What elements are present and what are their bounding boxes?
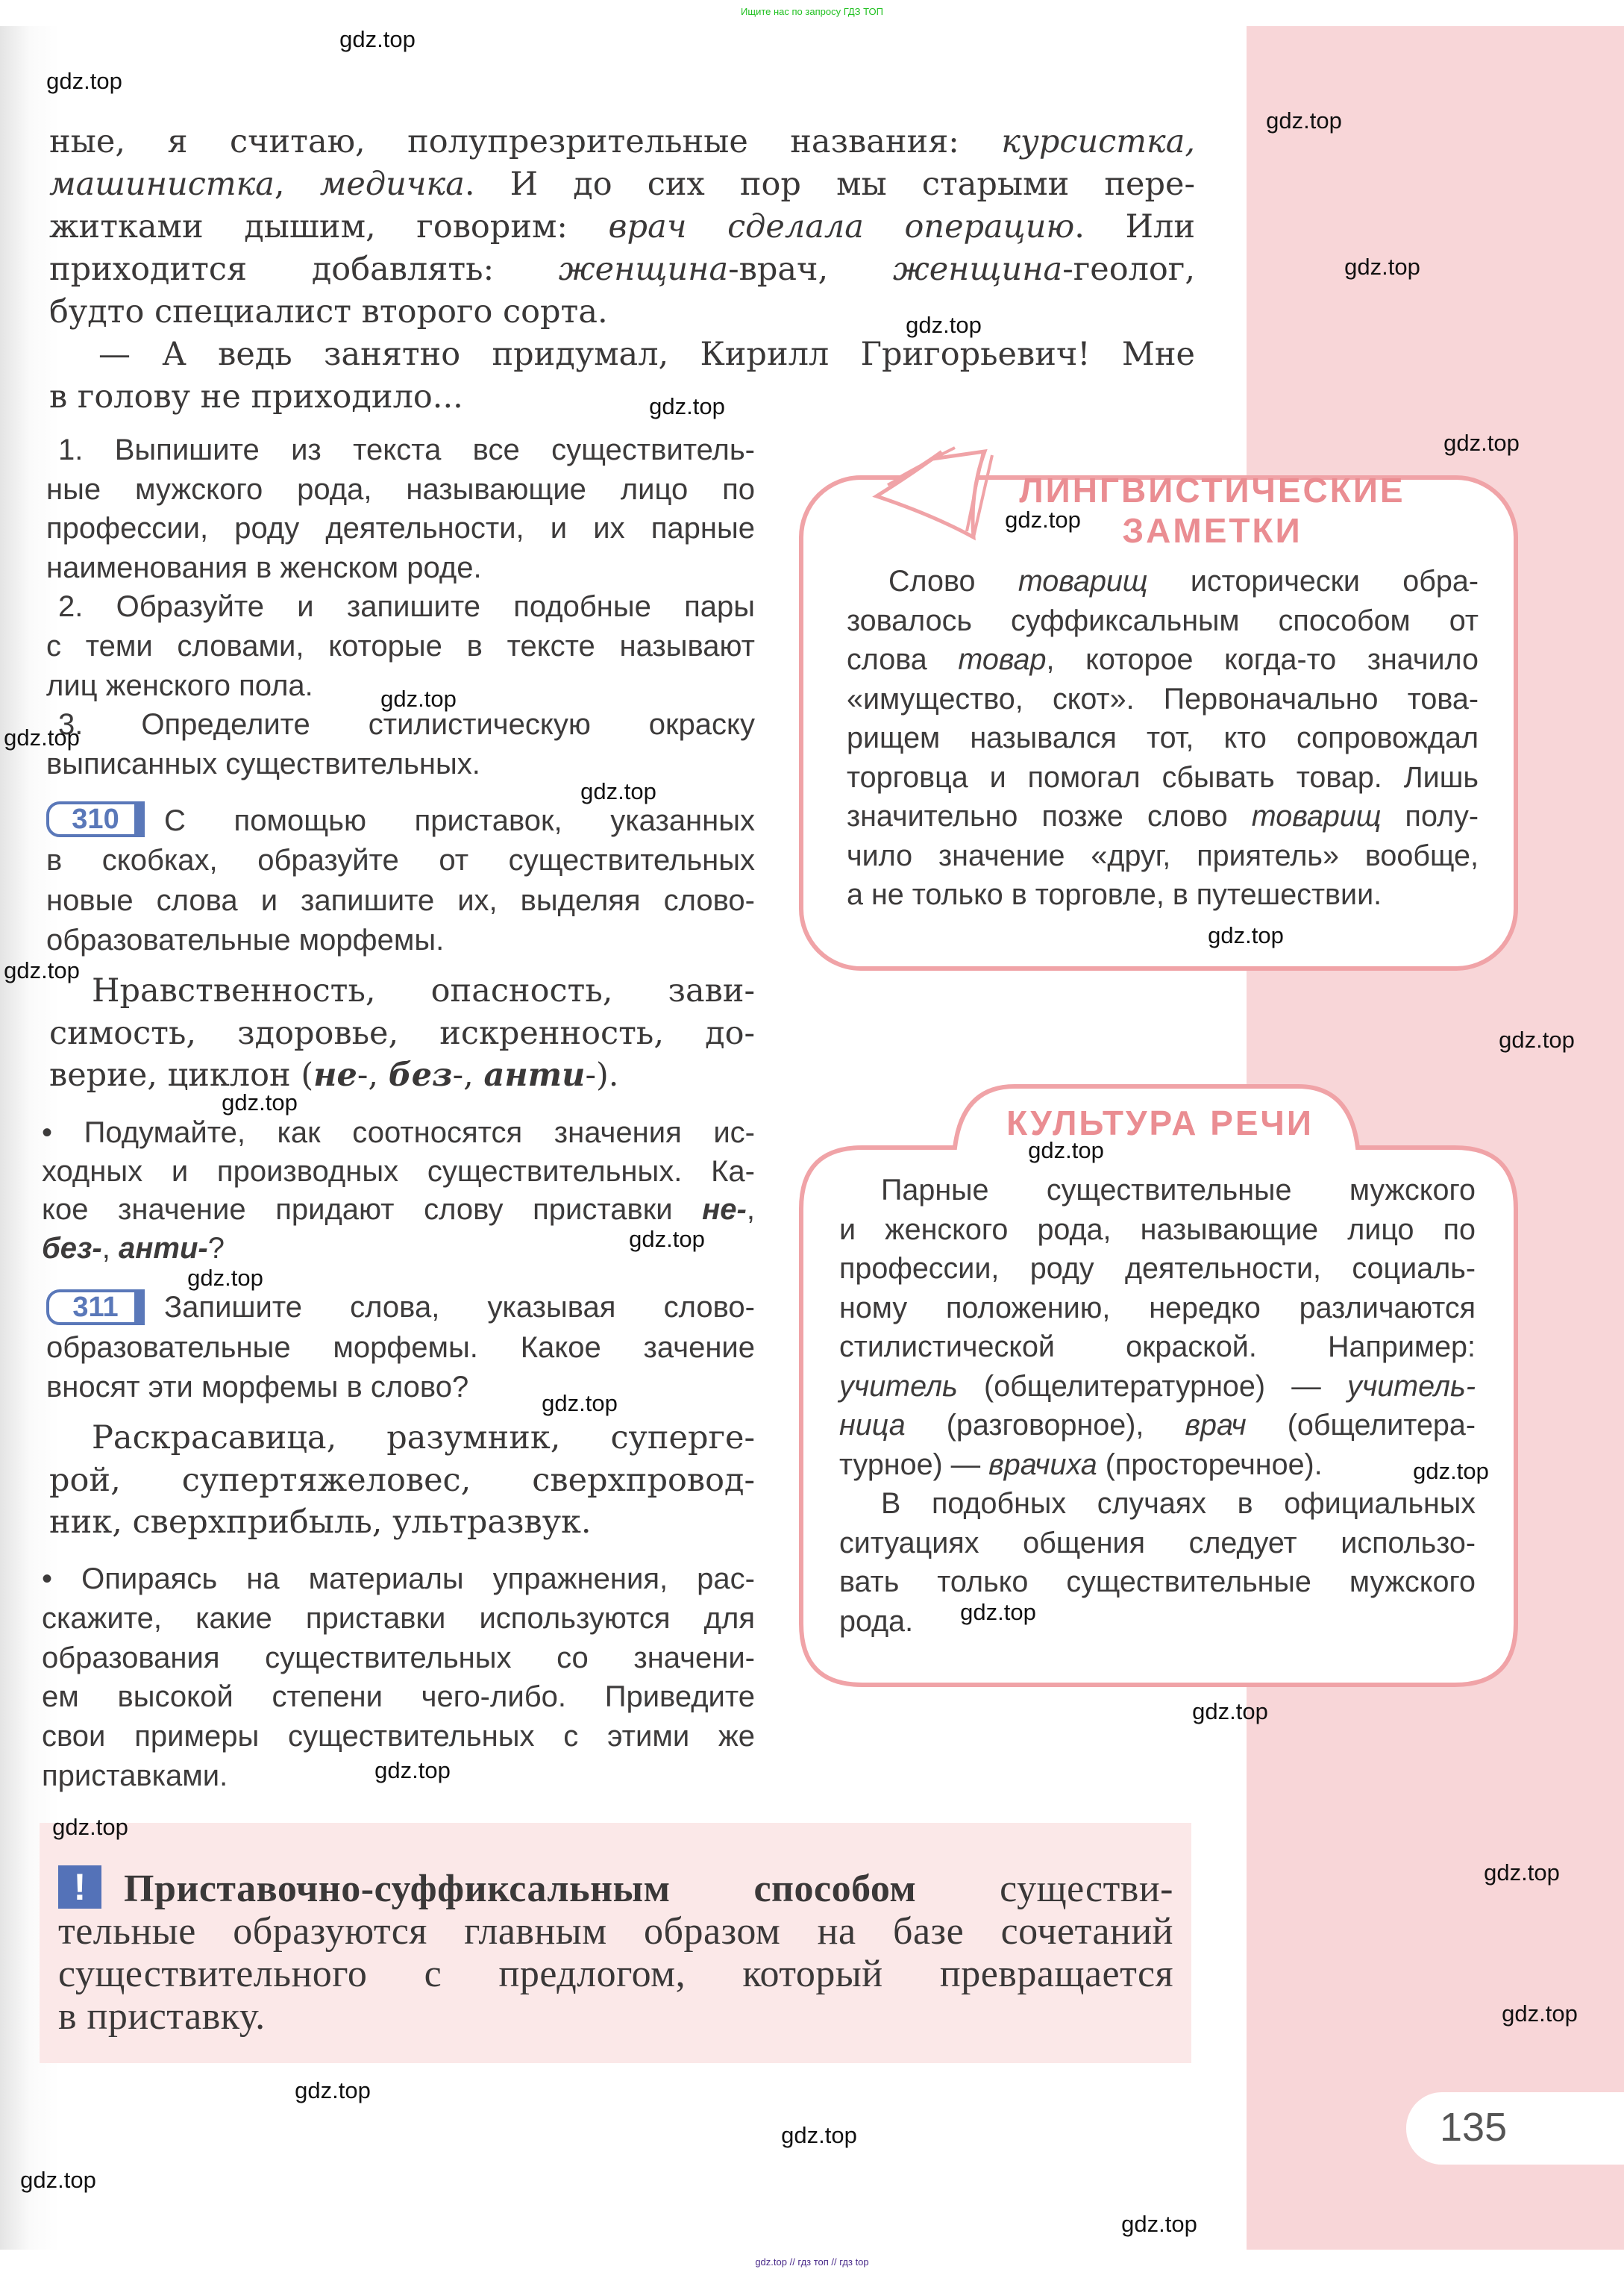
watermark: gdz.top — [1028, 1137, 1104, 1163]
text-span: полу- — [1381, 800, 1479, 833]
watermark: gdz.top — [20, 2167, 96, 2193]
text-line — [46, 1328, 755, 1368]
text-line — [839, 1406, 1476, 1445]
watermark: gdz.top — [4, 957, 80, 983]
text-line — [49, 121, 1195, 163]
watermark: gdz.top — [1208, 922, 1284, 948]
text-span: Запишите слова, указывая слово- — [164, 1291, 755, 1324]
text-span: (разговорное), — [905, 1409, 1185, 1442]
text-line — [881, 1171, 1476, 1210]
text-span: торговца и помогал сбывать товар. Лишь — [847, 760, 1479, 794]
text-line — [847, 797, 1479, 836]
page-number-tab — [1406, 2092, 1624, 2165]
text-span: Слово — [888, 565, 1018, 598]
text-span: рода. — [839, 1604, 914, 1638]
text-line — [847, 601, 1479, 641]
text-span: -, — [357, 1057, 389, 1094]
text-line — [847, 719, 1479, 758]
text-span: и женского рода, называющие лицо по — [839, 1212, 1476, 1246]
text-span: кое значение придают слову приставки — [42, 1193, 703, 1227]
text-span: ные мужского рода, называющие лицо по — [46, 472, 755, 506]
text-span: Нравственность, опасность, зави- — [92, 972, 755, 1010]
linguistic-notes-title-line1: ЛИНГВИСТИЧЕСКИЕ — [1019, 471, 1405, 510]
text-span: житками дышим, говорим: — [49, 208, 609, 245]
text-line — [847, 836, 1479, 876]
italic-word: учитель- — [1347, 1369, 1476, 1403]
watermark: gdz.top — [380, 686, 457, 712]
text-line — [124, 1868, 1173, 1910]
text-span: наименования в женском роде. — [46, 551, 482, 584]
watermark: gdz.top — [1266, 107, 1342, 134]
text-line — [881, 1484, 1476, 1524]
italic-word: товар — [958, 643, 1047, 676]
watermark: gdz.top — [629, 1226, 705, 1252]
watermark: gdz.top — [222, 1089, 298, 1115]
text-span: В подобных случаях в официальных — [881, 1487, 1476, 1520]
text-span: , — [274, 166, 320, 203]
text-line — [839, 1602, 1476, 1642]
watermark: gdz.top — [1192, 1698, 1268, 1724]
page-number: 135 — [1440, 2105, 1508, 2150]
text-line — [42, 1717, 755, 1756]
text-span: с теми словами, которые в тексте называют — [46, 630, 755, 663]
text-span: профессии, роду деятельности, и их парные — [46, 512, 755, 545]
italic-word: товарищ — [1251, 800, 1382, 833]
italic-word: врач сделала операцию — [608, 208, 1075, 245]
text-span: скажите, какие приставки используются для — [42, 1601, 755, 1635]
text-span: в приставку. — [58, 1995, 266, 2038]
text-span: турное) — — [839, 1448, 989, 1481]
text-line — [92, 970, 755, 1013]
text-span: ситуациях общения следует использо- — [839, 1526, 1476, 1559]
linguistic-notes-title-line2: ЗАМЕТКИ — [1122, 511, 1302, 550]
watermark: gdz.top — [781, 2122, 857, 2148]
text-span: а не только в торговле, в путешествии. — [847, 878, 1382, 911]
text-span: будто специалист второго сорта. — [49, 293, 608, 331]
text-span: • Подумайте, как соотносятся значения ис- — [42, 1116, 755, 1149]
text-line — [847, 640, 1479, 680]
text-span: , которое когда-то значило — [1046, 643, 1479, 676]
prefix-example: без- — [42, 1232, 102, 1265]
text-span: 3. Определите стилистическую окраску — [58, 708, 755, 742]
text-span: в скобках, образуйте от существительных — [46, 844, 755, 877]
text-span: в голову не приходило... — [49, 378, 463, 416]
text-span: -геолог, — [1062, 251, 1195, 288]
text-span: (общелитера- — [1246, 1409, 1476, 1442]
text-span: • Опираясь на материалы упражнения, рас- — [42, 1562, 755, 1595]
italic-word: врач — [1185, 1409, 1247, 1442]
watermark: gdz.top — [1005, 507, 1081, 533]
text-span: -врач, — [728, 251, 893, 288]
text-line — [98, 334, 1195, 376]
prefix-example: не- — [702, 1193, 747, 1227]
text-span: приставками. — [42, 1759, 228, 1792]
text-span: рищем назывался тот, кто сопровождал — [847, 722, 1479, 754]
watermark: gdz.top — [52, 1814, 128, 1840]
text-line — [839, 1210, 1476, 1250]
text-span: ходных и производных существительных. Ка- — [42, 1154, 755, 1188]
text-span: С помощью приставок, указанных — [164, 804, 755, 837]
text-span: -, — [452, 1057, 484, 1094]
text-span: Раскрасавица, разумник, суперге- — [92, 1419, 755, 1456]
prefix-example: без — [388, 1057, 453, 1094]
speech-culture-title: КУЛЬТУРА РЕЧИ — [1006, 1104, 1314, 1142]
text-span: профессии, роду деятельности, социаль- — [839, 1252, 1476, 1285]
watermark: gdz.top — [1499, 1027, 1575, 1053]
text-line — [839, 1289, 1476, 1328]
text-line — [49, 291, 1195, 334]
text-line — [58, 587, 755, 627]
text-line — [49, 248, 1195, 291]
text-line — [58, 1995, 1173, 2038]
text-line — [58, 1953, 1173, 1995]
watermark: gdz.top — [960, 1599, 1036, 1625]
text-line — [49, 206, 1195, 248]
text-line — [49, 1054, 755, 1097]
watermark: gdz.top — [906, 312, 982, 338]
watermark: gdz.top — [1121, 2211, 1197, 2237]
text-line — [49, 1501, 755, 1544]
text-line — [46, 841, 755, 880]
watermark: gdz.top — [1443, 430, 1520, 456]
italic-word: товарищ — [1018, 565, 1148, 598]
text-line — [58, 431, 755, 470]
text-span: образования существительных со значени- — [42, 1641, 755, 1674]
text-span: ные, я считаю, полупрезрительные названия: — [49, 123, 1002, 160]
text-line — [46, 509, 755, 548]
text-line — [847, 680, 1479, 719]
text-span: существи- — [916, 1868, 1173, 1910]
text-span: ному положению, нередко различаются — [839, 1291, 1476, 1324]
footer-note: gdz.top // гдз топ // гдз top — [755, 2256, 869, 2268]
text-line — [49, 376, 1195, 419]
watermark: gdz.top — [374, 1757, 451, 1783]
text-line — [58, 1910, 1173, 1953]
text-span: слова — [847, 643, 959, 676]
text-span: Парные существительные мужского — [881, 1174, 1476, 1207]
text-line — [847, 758, 1479, 798]
prefix-example: не — [313, 1057, 357, 1094]
italic-word: женщина — [558, 251, 729, 288]
watermark: gdz.top — [649, 393, 725, 419]
text-line — [42, 1191, 755, 1230]
text-span: приходится добавлять: — [49, 251, 559, 288]
text-span: образовательные морфемы. Какое зачение — [46, 1330, 755, 1364]
bold-phrase: Приставочно-суффиксальным способом — [124, 1868, 917, 1910]
text-line — [888, 562, 1479, 601]
text-span: образовательные морфемы. — [46, 923, 445, 957]
prefix-example: анти — [483, 1057, 586, 1094]
italic-word: медичка — [319, 166, 465, 203]
text-span: — А ведь занятно придумал, Кирилл Григорьевич! Мне — [98, 336, 1195, 373]
text-span: значительно позже слово — [847, 800, 1252, 833]
text-span: . Или — [1074, 208, 1195, 245]
watermark: gdz.top — [46, 68, 122, 94]
text-line — [164, 801, 755, 841]
text-span: зовалось суффиксальным способом от — [847, 604, 1479, 637]
text-line — [49, 1013, 755, 1055]
watermark: gdz.top — [1344, 254, 1420, 280]
exercise-311-badge: 311 — [46, 1289, 145, 1325]
text-span: , — [101, 1232, 119, 1265]
text-span: (просторечное). — [1097, 1448, 1323, 1481]
watermark: gdz.top — [1502, 2000, 1578, 2027]
text-line — [42, 1677, 755, 1717]
text-span: лиц женского пола. — [46, 669, 313, 702]
text-span: «имущество, скот». Первоначально това- — [847, 682, 1479, 716]
watermark: gdz.top — [1484, 1859, 1560, 1886]
text-span: выписанных существительных. — [46, 747, 480, 780]
exercise-310-badge: 310 — [46, 801, 145, 837]
text-span: вносят эти морфемы в слово? — [46, 1371, 469, 1404]
text-line — [42, 1559, 755, 1599]
watermark: gdz.top — [580, 778, 656, 804]
text-span: тельные образуются главным образом на базе сочетаний — [58, 1910, 1173, 1953]
text-line — [46, 548, 755, 588]
text-span: симость, здоровье, искренность, до- — [49, 1014, 755, 1052]
italic-word: женщина — [892, 251, 1063, 288]
text-span: новые слова и запишите их, выделяя слово- — [46, 883, 755, 917]
text-line — [92, 1417, 755, 1459]
italic-word: учитель — [839, 1369, 958, 1403]
text-span: верие, циклон ( — [49, 1057, 314, 1094]
text-span: рой, супертяжеловес, сверхпровод- — [49, 1461, 755, 1499]
text-line — [46, 627, 755, 666]
text-span: 2. Образуйте и запишите подобные пары — [58, 590, 755, 624]
text-line — [42, 1153, 755, 1192]
prefix-example: анти- — [118, 1232, 208, 1265]
text-span: ник, сверхприбыль, ультразвук. — [49, 1503, 592, 1541]
header-note: Ищите нас по запросу ГДЗ ТОП — [741, 6, 883, 17]
italic-word: врачиха — [988, 1448, 1097, 1481]
text-line — [49, 1459, 755, 1502]
text-line — [49, 163, 1195, 206]
text-span: ем высокой степени чего-либо. Приведите — [42, 1680, 755, 1714]
italic-word: машинистка — [49, 166, 275, 203]
text-line — [839, 1249, 1476, 1289]
text-span: свои примеры существительных с этими же — [42, 1720, 755, 1753]
text-span: стилистической окраской. Например: — [839, 1330, 1476, 1363]
text-line — [839, 1524, 1476, 1563]
text-line — [839, 1562, 1476, 1602]
text-span: существительного с предлогом, который превращается — [58, 1953, 1173, 1995]
exclamation-icon: ! — [58, 1865, 101, 1909]
text-line — [839, 1445, 1476, 1485]
text-line — [42, 1114, 755, 1153]
watermark: gdz.top — [4, 725, 80, 751]
text-line — [42, 1599, 755, 1639]
text-span: -). — [585, 1057, 619, 1094]
text-span: . И до сих пор мы старыми пере- — [464, 166, 1196, 203]
watermark: gdz.top — [187, 1265, 263, 1291]
text-span: 1. Выпишите из текста все существитель- — [58, 434, 755, 466]
text-span: ? — [207, 1232, 225, 1265]
watermark: gdz.top — [542, 1390, 618, 1416]
text-line — [839, 1367, 1476, 1406]
text-span: чило значение «друг, приятель» вообще, — [847, 839, 1479, 872]
text-line — [847, 875, 1479, 915]
text-line — [46, 1368, 755, 1408]
text-line — [46, 470, 755, 510]
text-line — [42, 1639, 755, 1678]
text-line — [46, 921, 755, 960]
italic-word: ница — [839, 1409, 906, 1442]
text-span: исторически обра- — [1147, 565, 1479, 598]
text-line — [839, 1327, 1476, 1367]
watermark: gdz.top — [339, 26, 416, 52]
italic-word: курсистка, — [1001, 123, 1195, 160]
watermark: gdz.top — [295, 2077, 371, 2103]
text-line — [46, 881, 755, 921]
text-line — [164, 1288, 755, 1328]
text-span: вать только существительные мужского — [839, 1565, 1476, 1598]
text-span: , — [746, 1193, 755, 1227]
watermark: gdz.top — [1413, 1458, 1489, 1484]
text-span: (общелитературное) — — [957, 1369, 1348, 1403]
